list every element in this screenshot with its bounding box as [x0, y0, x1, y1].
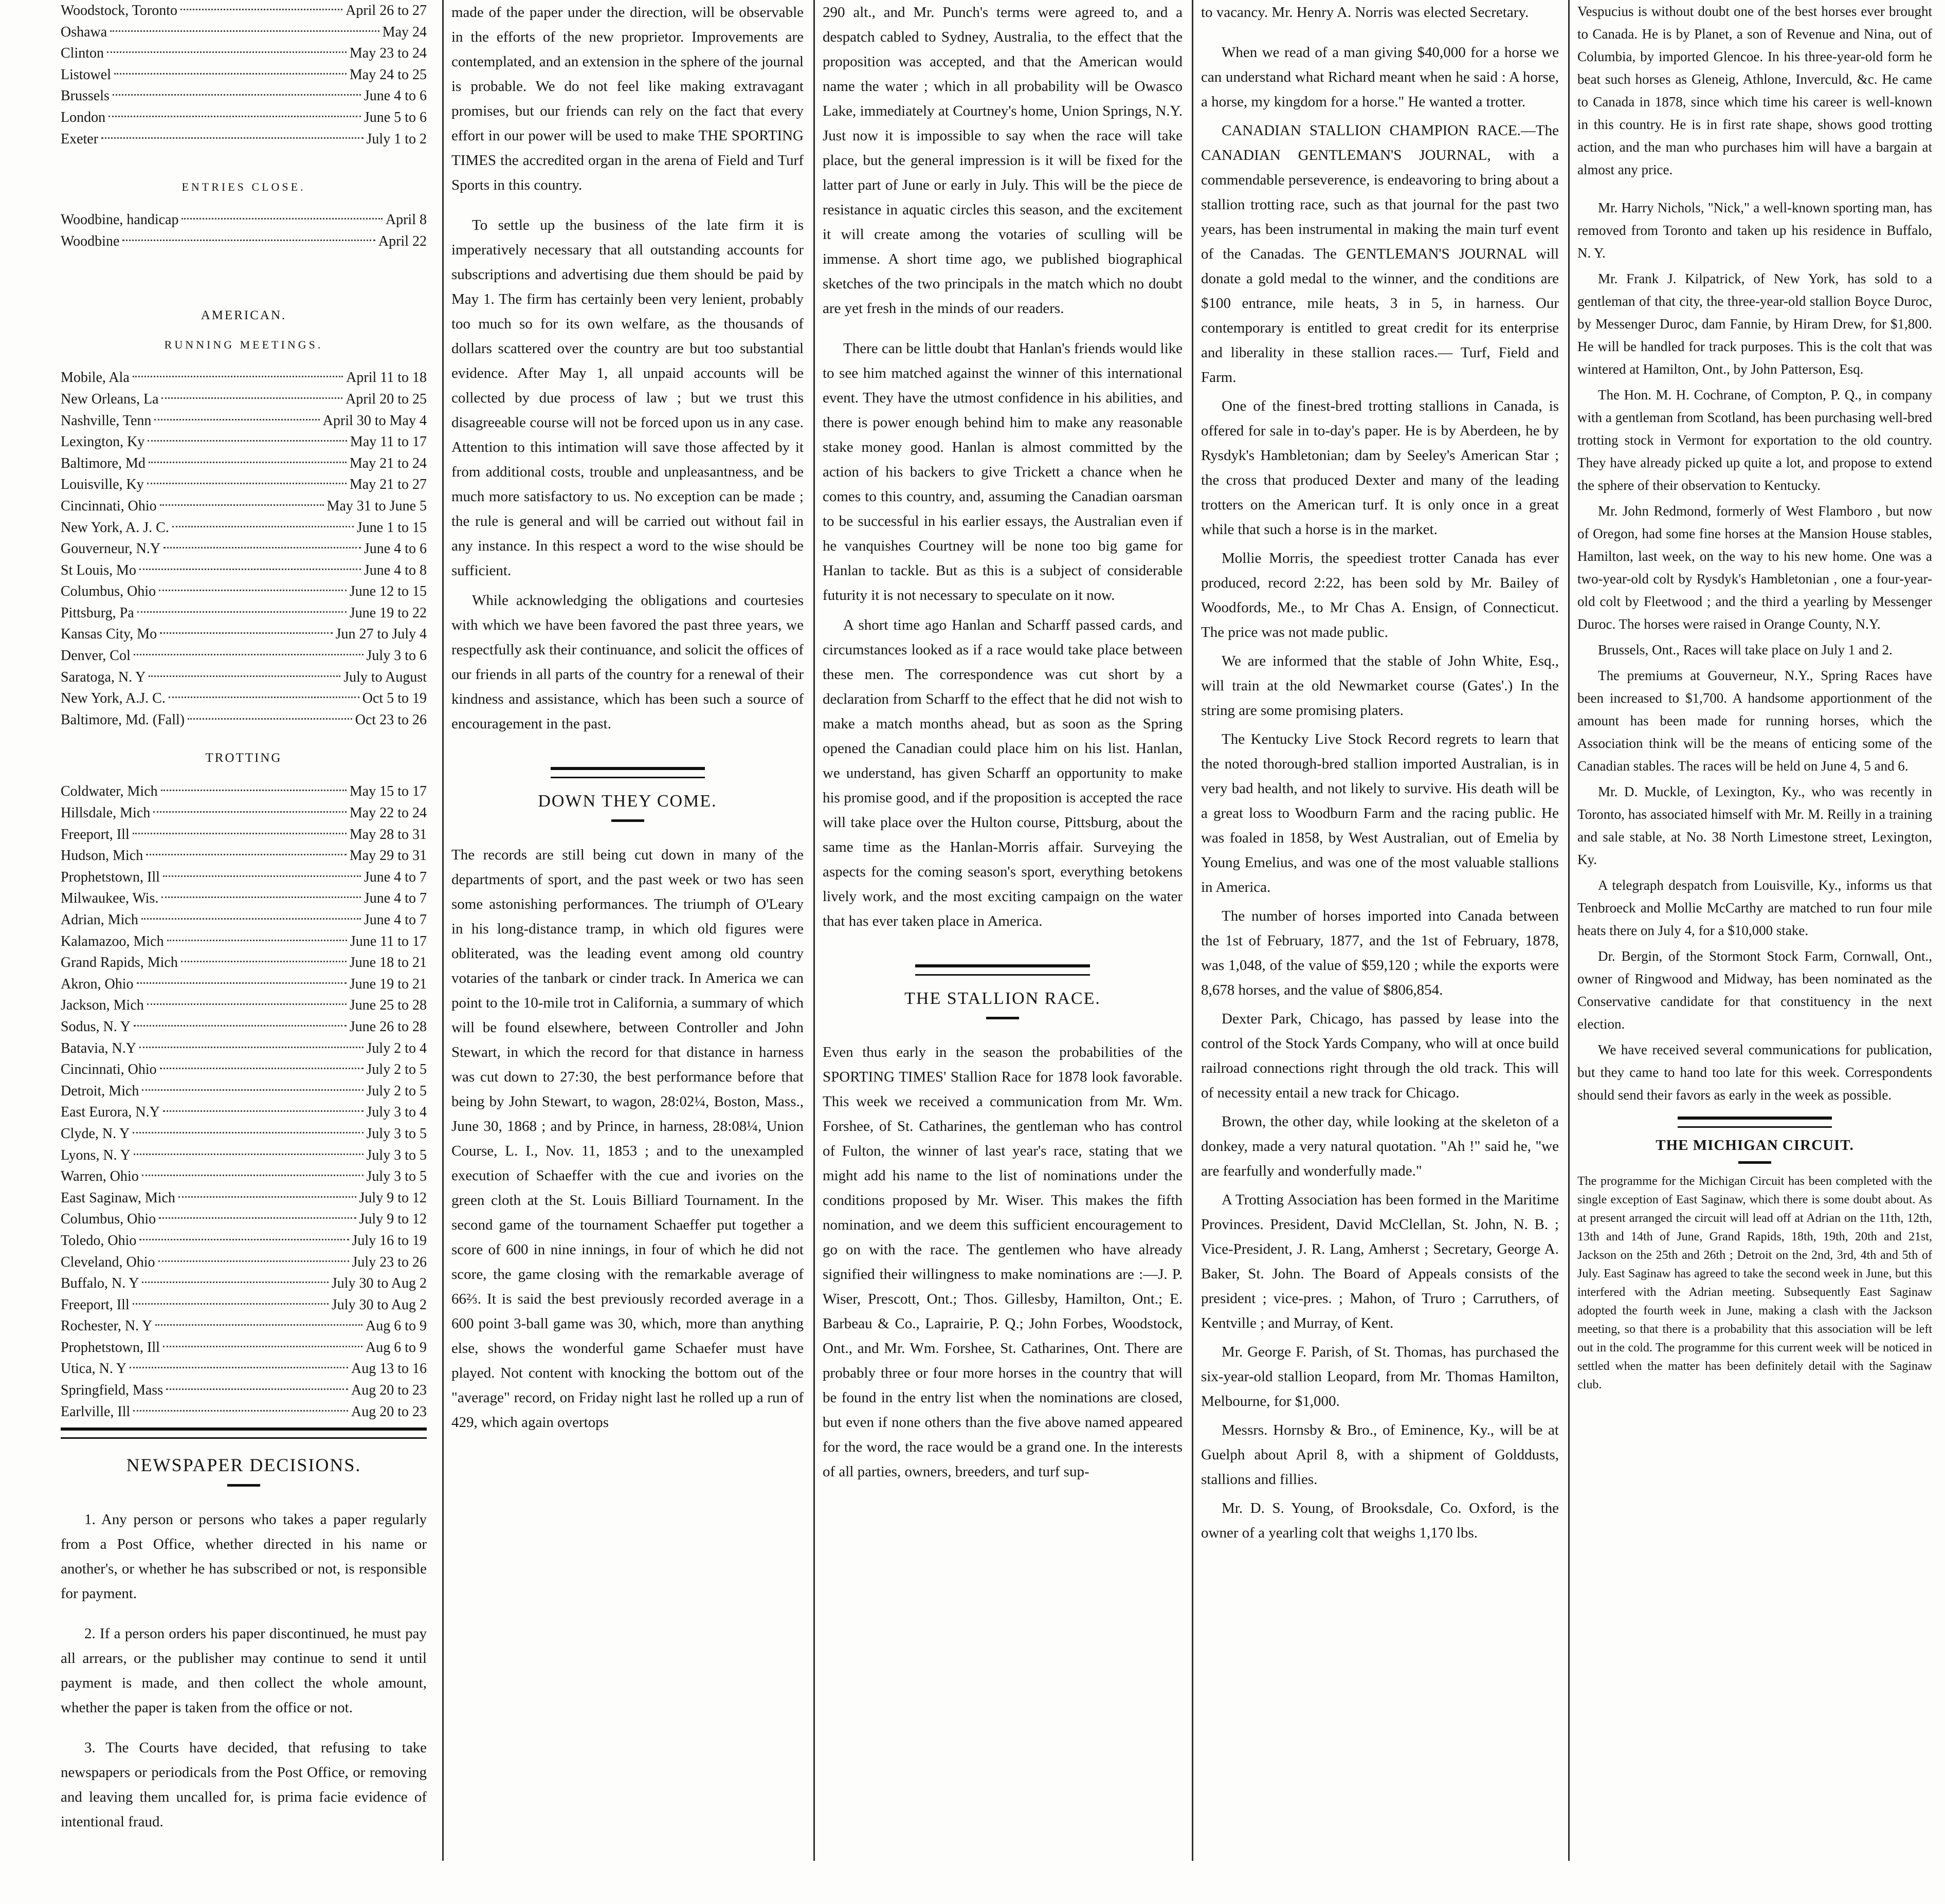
meeting-dates: Jun 27 to July 4	[335, 626, 427, 643]
news-item: Dr. Bergin, of the Stormont Stock Farm, Cornwall, Ont., owner of Ringwood and Midway, has been nominated as the Conservative candidate for that constituency in the next election.	[1577, 948, 1932, 1032]
american-heading: AMERICAN.	[201, 308, 287, 323]
meeting-name: New York, A.J. C.	[61, 690, 166, 707]
meeting-name: Saratoga, N. Y	[61, 669, 146, 685]
meeting-name: Listowel	[61, 66, 111, 83]
dot-leader	[181, 961, 347, 962]
meeting-dates: July 3 to 6	[366, 648, 427, 664]
schedule-row	[61, 867, 427, 888]
meeting-name: East Saginaw, Mich	[61, 1189, 175, 1206]
meeting-name: Coldwater, Mich	[61, 783, 158, 800]
meeting-dates: July 1 to 2	[366, 131, 427, 147]
paragraph: A short time ago Hanlan and Scharff passed cards, and circumstances looked as if a race would take place between these men. The correspondence was cut short by a declaration from Scharff to the effect that he did not wish to make a match months ahead, but as soon as the Spring opened the Canadian could place him on his list. Hanlan, we understand, has given Scharff an opportunity to make his promise good, and if the proposition is accepted the race will take place over the Hulton course, Pittsburg, about the same time as the Hanlan-Morris affair. Surveying the aspects for the coming season's sport, everything betokens lively work, and the most exciting campaign on the water that has ever taken place in America.	[823, 617, 1183, 929]
dot-leader	[139, 1047, 363, 1048]
meeting-name: Kansas City, Mo	[61, 626, 157, 643]
meeting-name: Prophetstown, Ill	[61, 869, 160, 885]
schedule-row	[61, 1273, 427, 1294]
news-item: Mr. John Redmond, formerly of West Flamboro , but now of Oregon, had some fine horses at the Mansion House stables, Hamilton, last week, on the way to his new home. One was a two-year-old colt by Rysdyk's Hambletonian , one a four-year-old colt by Fleetwood ; and the third a yearling by Messenger Duroc. The horses were raised in Orange County, N.Y.	[1577, 503, 1932, 632]
news-item: Dexter Park, Chicago, has passed by lease into the control of the Stock Yards Company, who will at once build railroad connections right through the old track. This will of necessity entail a new track for Chicago.	[1201, 1011, 1559, 1101]
meeting-name: Baltimore, Md	[61, 455, 146, 471]
dot-leader	[172, 526, 354, 527]
meeting-dates: April 20 to 25	[346, 391, 427, 407]
news-item: Mr. George F. Parish, of St. Thomas, has purchased the six-year-old stallion Leopard, from Mr. Thomas Hamilton, Melbourne, for $1,000.	[1201, 1344, 1559, 1409]
meeting-dates: July 2 to 5	[366, 1083, 427, 1099]
meeting-dates: June 1 to 15	[356, 519, 427, 536]
schedule-row	[61, 1401, 427, 1423]
meeting-dates: April 26 to 27	[346, 3, 427, 19]
dot-leader	[101, 137, 363, 139]
section-rule	[61, 1427, 427, 1439]
schedule-row	[61, 931, 427, 953]
news-item: Mr. Frank J. Kilpatrick, of New York, has sold to a gentleman of that city, the three-year-old stallion Boyce Duroc, by Messenger Duroc, dam Fannie, by Hiram Drew, for $1,800. He will be handled for track purposes. This is the colt that was wintered at Hamilton, Ont., by John Patterson, Esq.	[1577, 271, 1932, 377]
article-continuation: Vespucius is without doubt one of the best horses ever brought to Canada. He is by Planet, a son of Revenue and Nina, out of Columbia, by imported Glencoe. In his three-year-old form he beat such horses as Gleneig, Athlone, Inverculd, &c. He came to Canada in 1878, since which time his career is well-known in this country. He is in first rate shape, shows good trotting action, and the man who purchases him will have a bargain at almost any price.	[1577, 4, 1932, 177]
decision-paragraph: 1. Any person or persons who takes a paper regularly from a Post Office, whether directed in his name or another's, or whether he has subscribed or not, is responsible for payment.	[61, 1511, 427, 1602]
meeting-dates: May 28 to 31	[349, 826, 427, 843]
meeting-dates: July 3 to 5	[366, 1125, 427, 1142]
news-item: The number of horses imported into Canada between the 1st of February, 1877, and the 1st of February, 1878, was 1,048, of the value of $59,120 ; while the exports were 8,678 horses, and the value of $806,854.	[1201, 908, 1559, 998]
meeting-dates: May 21 to 24	[349, 455, 427, 471]
news-item: A telegraph despatch from Louisville, Ky., informs us that Tenbroeck and Mollie McCarthy are matched to run four mile heats there on July 4, for a $10,000 stake.	[1577, 877, 1932, 938]
schedule-row	[61, 1059, 427, 1081]
schedule-row	[61, 1102, 427, 1123]
meeting-dates: Oct 23 to 26	[355, 711, 427, 728]
schedule-row	[61, 517, 427, 539]
dot-leader	[163, 1346, 362, 1347]
schedule-row	[61, 888, 427, 909]
news-items	[1201, 40, 1559, 1545]
meeting-name: Toledo, Ohio	[61, 1232, 137, 1249]
newspaper-decisions-title: NEWSPAPER DECISIONS.	[126, 1455, 361, 1476]
schedule-row	[61, 845, 427, 867]
dot-leader	[114, 73, 347, 75]
meeting-name: Denver, Col	[61, 648, 131, 664]
section-rule	[1678, 1116, 1832, 1128]
column-rule	[1568, 0, 1570, 1861]
schedule-row	[61, 431, 427, 453]
dot-leader	[160, 1068, 363, 1069]
schedule-row	[61, 129, 427, 150]
news-item: Messrs. Hornsby & Bro., of Eminence, Ky., will be at Guelph about April 8, with a shipment of Golddusts, stallions and fillies.	[1201, 1422, 1559, 1488]
meeting-name: Detroit, Mich	[61, 1083, 139, 1099]
schedule-row	[61, 1358, 427, 1380]
schedule-row	[61, 1187, 427, 1209]
schedule-row	[61, 952, 427, 974]
meeting-dates: June 5 to 6	[363, 109, 427, 125]
schedule-row	[61, 1252, 427, 1273]
meeting-name: Louisville, Ky	[61, 477, 144, 493]
schedule-row	[61, 709, 427, 731]
dot-leader	[133, 1132, 363, 1133]
meeting-name: Prophetstown, Ill	[61, 1339, 160, 1356]
trotting-heading: TROTTING	[205, 751, 282, 765]
schedule-row	[61, 995, 427, 1016]
meeting-dates: Aug 13 to 16	[351, 1361, 427, 1377]
article-continuation: to vacancy. Mr. Henry A. Norris was elected Secretary.	[1201, 4, 1529, 21]
meeting-name: Warren, Ohio	[61, 1168, 139, 1185]
meeting-dates: July 3 to 5	[366, 1147, 427, 1163]
meeting-dates: July 30 to Aug 2	[331, 1275, 427, 1292]
dot-leader	[154, 419, 319, 420]
meeting-name: St Louis, Mo	[61, 562, 137, 578]
news-item: One of the finest-bred trotting stallions in Canada, is offered for sale in to-day's paper. He is by Aberdeen, he by Rysdyk's Hambletonian; dam by Seeley's American Star ; the cross that produced Dexter and many of the leading trotters on the American turf. It is only once in a great while that such a horse is in the market.	[1201, 398, 1559, 538]
meeting-name: Woodbine, handicap	[61, 212, 179, 228]
entries-list	[61, 209, 427, 252]
meeting-dates: May 31 to June 5	[326, 498, 427, 514]
meeting-dates: July 9 to 12	[359, 1211, 427, 1228]
stallion-race-text: Even thus early in the season the probabilities of the SPORTING TIMES' Stallion Race for 1878 look favorable. This week we received a communication from Mr. Wm. Forshee, of St. Catharines, the gentleman who has control of Fulton, the winner of last year's race, stating that we might add his name to the list of nominations under the conditions proposed by Mr. Wiser. This makes the fifth nomination, and we deem this sufficient encouragement to go on with the race. The gentlemen who have already signified their willingness to make nominations are :—J. P. Wiser, Prescott, Ont.; Thos. Gillesby, Hamilton, Ont.; E. Barbeau & Co., Laprairie, P. Q.; John Forbes, Woodstock, Ont., and Mr. Wm. Forshee, St. Catharines, Ont. There are probably three or four more horses in the country that will be found in the entry list when the nominations are closed, but even if none others than the five above named appeared for the word, the race would be a grand one. In the interests of all parties, owners, breeders, and turf sup-	[823, 1044, 1183, 1480]
dot-leader	[113, 94, 361, 96]
meeting-name: Cleveland, Ohio	[61, 1254, 155, 1270]
meeting-name: Columbus, Ohio	[61, 583, 156, 600]
meeting-name: Hudson, Mich	[61, 848, 143, 864]
running-meetings-list	[61, 367, 427, 730]
dot-leader	[149, 462, 347, 463]
dot-leader	[155, 1324, 362, 1326]
schedule-row	[61, 43, 427, 64]
dot-leader	[169, 697, 359, 698]
short-rule	[227, 1484, 260, 1487]
article-continuation: made of the paper under the direction, will be observable in the efforts of the new proprietor. Improvements are contemplated, and an extension in the sphere of the journal is probable. We do not feel like making extravagant promises, but our friends can rely on the fact that every effort in our power will be used to make THE SPORTING TIMES the accredited organ in the arena of Field and Turf Sports in this country.	[451, 4, 804, 193]
dot-leader	[153, 811, 347, 813]
down-they-come-title: DOWN THEY COME.	[538, 792, 717, 811]
column-rule	[442, 0, 444, 1861]
entries-heading: ENTRIES CLOSE.	[181, 180, 306, 194]
dot-leader	[142, 1089, 363, 1091]
decision-paragraph: 2. If a person orders his paper discontinued, he must pay all arrears, or the publisher may continue to send it until payment is made, and then collect the whole amount, whether the paper is taken from the office or not.	[61, 1625, 427, 1716]
meeting-dates: May 29 to 31	[349, 848, 427, 864]
column-1	[61, 0, 427, 1904]
schedule-row	[61, 1123, 427, 1145]
dot-leader	[133, 833, 347, 834]
meeting-dates: June 25 to 28	[349, 997, 427, 1014]
schedule-row	[61, 1380, 427, 1401]
dot-leader	[147, 1003, 347, 1005]
meeting-name: Freeport, Ill	[61, 826, 130, 843]
meeting-name: Oshawa	[61, 24, 107, 40]
meeting-dates: June 4 to 6	[363, 88, 427, 104]
meeting-dates: June 4 to 6	[363, 541, 427, 557]
sculling-article	[823, 336, 1183, 933]
news-item: The Kentucky Live Stock Record regrets to learn that the noted thorough-bred stallion imported Australian, is in very bad health, and not likely to survive. His death will be a great loss to Woodburn Farm and the racing public. He was foaled in 1858, by West Australian, out of Emelia by Young Emelius, and was one of the most valuable stallions in America.	[1201, 731, 1559, 895]
meeting-dates: April 8	[385, 212, 427, 228]
dot-leader	[122, 240, 375, 241]
meeting-dates: Aug 20 to 23	[351, 1403, 427, 1420]
meeting-name: Kalamazoo, Mich	[61, 933, 164, 949]
column-rule	[1192, 0, 1193, 1861]
meeting-dates: July 23 to 26	[352, 1254, 427, 1270]
meeting-dates: May 22 to 24	[349, 805, 427, 821]
meeting-dates: July 3 to 4	[366, 1104, 427, 1121]
meeting-dates: July 3 to 5	[366, 1168, 427, 1185]
dot-leader	[133, 1410, 348, 1412]
meeting-name: Columbus, Ohio	[61, 1211, 156, 1228]
news-item: Mr. Harry Nichols, "Nick," a well-known sporting man, has removed from Toronto and taken up his residence in Buffalo, N. Y.	[1577, 200, 1932, 261]
column-3	[823, 0, 1183, 1904]
meeting-name: New Orleans, La	[61, 391, 159, 407]
meeting-name: Cincinnati, Ohio	[61, 1061, 157, 1078]
dot-leader	[159, 590, 347, 591]
dot-leader	[134, 1025, 347, 1027]
meeting-name: Nashville, Tenn	[61, 412, 152, 429]
business-notice	[451, 213, 804, 736]
meeting-dates: Aug 6 to 9	[366, 1339, 427, 1356]
schedule-row	[61, 581, 427, 602]
meeting-dates: Aug 20 to 23	[351, 1382, 427, 1399]
schedule-row	[61, 410, 427, 432]
dot-leader	[107, 51, 347, 53]
meeting-dates: July 30 to Aug 2	[331, 1296, 427, 1313]
meeting-name: London	[61, 109, 106, 125]
decision-paragraph: 3. The Courts have decided, that refusing to take newspapers or periodicals from the Post Office, or removing and leaving them uncalled for, is prima facie evidence of intentional fraud.	[61, 1740, 427, 1830]
meeting-name: Woodstock, Toronto	[61, 3, 178, 19]
paragraph: To settle up the business of the late firm it is imperatively necessary that all outstanding accounts for subscriptions and advertising due them should be paid by May 1. The firm has certainly been very lenient, probably too much so for its own welfare, as the thousands of dollars scattered over the country are but too substantial evidence. After May 1, all unpaid accounts will be collected by due process of law ; but we trust this disagreeable course will not be forced upon us in any case. Attention to this intimation will save those affected by it from additional costs, trouble and unpleasantness, and be much more satisfactory to us. No exception can be made ; the rule is general and will be carried out without fail in any instance. In this respect a word to the wise should be sufficient.	[451, 217, 804, 579]
meeting-dates: June 26 to 28	[349, 1018, 427, 1035]
schedule-row	[61, 974, 427, 995]
dot-leader	[139, 569, 361, 570]
short-rule	[986, 1017, 1019, 1019]
meeting-dates: July 2 to 5	[366, 1061, 427, 1078]
meeting-dates: May 23 to 24	[349, 45, 427, 62]
dot-leader	[163, 547, 361, 548]
meeting-name: Woodbine	[61, 233, 120, 249]
stallion-race-title: THE STALLION RACE.	[904, 989, 1101, 1008]
schedule-row	[61, 909, 427, 931]
meeting-dates: May 11 to 17	[350, 434, 427, 450]
column-5	[1577, 0, 1932, 1904]
dot-leader	[139, 1239, 349, 1240]
dot-leader	[134, 654, 363, 655]
dot-leader	[178, 1196, 356, 1198]
short-rule	[1738, 1161, 1771, 1164]
meeting-name: New York, A. J. C.	[61, 519, 169, 536]
meeting-dates: May 21 to 27	[349, 477, 427, 493]
schedule-row	[61, 22, 427, 43]
meeting-dates: July 2 to 4	[366, 1040, 427, 1056]
schedule-row	[61, 688, 427, 709]
news-item: Mr. D. S. Young, of Brooksdale, Co. Oxford, is the owner of a yearling colt that weighs 1,170 lbs.	[1201, 1500, 1559, 1541]
news-item: CANADIAN STALLION CHAMPION RACE.—The CANADIAN GENTLEMAN'S JOURNAL, with a commendable perseverence, is endeavoring to bring about a stallion trotting race, such as that journal for the past two years, has been instrumental in making the main turf event of the Canadas. The GENTLEMAN'S JOURNAL will donate a gold medal to the winner, and the conditions are $100 entrance, mile heats, 3 in 5, in harness. Our contemporary is entitled to great credit for its enterprise and liberality in these stallion races.— Turf, Field and Farm.	[1201, 122, 1559, 386]
dot-leader	[130, 1367, 348, 1368]
newspaper-decisions	[61, 1507, 427, 1834]
meeting-name: Cincinnati, Ohio	[61, 498, 157, 514]
meeting-name: Utica, N. Y	[61, 1361, 127, 1377]
meeting-name: Hillsdale, Mich	[61, 805, 151, 821]
meeting-name: Adrian, Mich	[61, 912, 138, 928]
dot-leader	[137, 982, 347, 984]
schedule-row	[61, 231, 427, 252]
meeting-dates: April 22	[378, 233, 427, 249]
meeting-name: Lyons, N. Y	[61, 1147, 131, 1163]
dot-leader	[148, 440, 347, 442]
news-item: Brown, the other day, while looking at the skeleton of a donkey, made a very natural quotation. "Ah !" said he, "we are fearfully and wonderfully made."	[1201, 1113, 1559, 1179]
dot-leader	[133, 376, 343, 377]
meeting-name: Pittsburg, Pa	[61, 605, 134, 621]
schedule-row	[61, 0, 427, 22]
meeting-dates: April 30 to May 4	[322, 412, 427, 429]
dot-leader	[147, 483, 347, 484]
dot-leader	[161, 397, 342, 399]
schedule-row	[61, 1016, 427, 1038]
news-item: The premiums at Gouverneur, N.Y., Spring Races have been increased to $1,700. A handsome apportionment of the amount has been made for running horses, which the Association think will be the means of enticing some of the Canadian stables. The races will be held on June 4, 5 and 6.	[1577, 668, 1932, 774]
schedule-row	[61, 560, 427, 581]
paragraph: While acknowledging the obligations and courtesies with which we have been favored the past three years, we respectfully ask their continuance, and solicit the offices of our friends in all parts of the country for a renewal of their kindness and assistance, which has been such a source of encouragement in the past.	[451, 592, 804, 732]
meeting-name: Sodus, N. Y	[61, 1018, 131, 1035]
running-heading: RUNNING MEETINGS.	[164, 338, 323, 352]
meeting-dates: June 4 to 8	[363, 562, 427, 578]
news-item: The Hon. M. H. Cochrane, of Compton, P. Q., in company with a gentleman from Scotland, has been purchasing well-bred trotting stock in Vermont for exportation to the old country. They have already picked up quite a lot, and propose to extend the sphere of their observation to Kentucky.	[1577, 387, 1932, 493]
news-item: Mr. D. Muckle, of Lexington, Ky., who was recently in Toronto, has associated himself with Mr. M. Reilly in a training and sale stable, at No. 38 North Limestone street, Lexington, Ky.	[1577, 784, 1932, 867]
dot-leader	[149, 675, 340, 677]
meeting-name: Buffalo, N. Y	[61, 1275, 139, 1292]
meeting-dates: June 4 to 7	[363, 890, 427, 907]
schedule-row	[61, 1315, 427, 1337]
dot-leader	[160, 504, 324, 506]
schedule-row	[61, 538, 427, 560]
schedule-row	[61, 453, 427, 474]
schedule-row	[61, 107, 427, 129]
meeting-dates: July to August	[343, 669, 427, 685]
dot-leader	[167, 940, 347, 941]
article-continuation: 290 alt., and Mr. Punch's terms were agreed to, and a despatch cabled to Sydney, Australia, to the effect that the proposition was accepted, and that the American would name the water ; which in all probability will be Owasco Lake, immediately at Courtney's home, Union Springs, N.Y. Just now it is impossible to say when the race will take place, but the general impression is it will be fixed for the latter part of June or early in July. This will be the piece de resistance in aquatic circles this season, and the excitement it will create among the votaries of sculling will be immense. A short time ago, we published biographical sketches of the two principals in the match which no doubt are yet fresh in the minds of our readers.	[823, 4, 1183, 317]
meeting-name: East Eurora, N.Y	[61, 1104, 160, 1121]
dot-leader	[161, 896, 360, 898]
dot-leader	[142, 1175, 363, 1176]
meeting-name: Akron, Ohio	[61, 976, 134, 992]
meeting-name: Clinton	[61, 45, 104, 62]
dot-leader	[137, 611, 347, 613]
column-2	[451, 0, 804, 1904]
dot-leader	[142, 1281, 328, 1283]
meeting-name: Milwaukee, Wis.	[61, 890, 159, 907]
schedule-row	[61, 667, 427, 688]
column-rule	[813, 0, 815, 1861]
news-item: We have received several communications for publication, but they came to hand too late for this week. Correspondents should send their favors as early in the week as possible.	[1577, 1042, 1932, 1103]
meeting-name: Baltimore, Md. (Fall)	[61, 711, 185, 728]
schedule-row	[61, 781, 427, 802]
meeting-name: Freeport, Ill	[61, 1296, 130, 1313]
dot-leader	[160, 632, 332, 634]
meeting-dates: June 4 to 7	[363, 869, 427, 885]
meeting-dates: May 15 to 17	[349, 783, 427, 800]
meeting-dates: July 16 to 19	[352, 1232, 427, 1249]
meeting-name: Brussels	[61, 88, 110, 104]
schedule-row	[61, 602, 427, 624]
meeting-dates: Oct 5 to 19	[362, 690, 427, 707]
michigan-circuit-text: The programme for the Michigan Circuit has been completed with the single exception of East Saginaw, which there is some doubt about. As at present arranged the circuit will lead off at Adrian on the 11th, 12th, 13th and 14th of June, Grand Rapids, 18th, 19th, 20th and 21st, Jackson on the 25th and 26th ; Detroit on the 2nd, 3rd, 4th and 5th of July. East Saginaw has agreed to take the second week in June, but this interfered with the Adrian meeting. Subsequently East Saginaw adopted the fourth week in June, making a clash with the Jackson meeting, so that there is a probability that this association will be left out in the cold. The programme for this current week will be noticed in settled when the matter has been definitely detail with the Saginaw club.	[1577, 1175, 1932, 1392]
schedule-row	[61, 1145, 427, 1166]
meeting-name: Grand Rapids, Mich	[61, 955, 178, 971]
schedule-row	[61, 645, 427, 667]
schedule-row	[61, 824, 427, 846]
paragraph: There can be little doubt that Hanlan's friends would like to see him matched against the winner of this international event. They have the utmost confidence in his abilities, and there is power enough behind him to make any reasonable stake money good. Hanlan is almost committed by the action of his backers to give Trickett a chance when he comes to this country, and, assuming the Canadian oarsman to be successful in his earlier essays, the Australian even if he vanquishes Courtney will be none too big game for Hanlan to tackle. But as this is a subject of considerable futurity it is not necessary to speculate on it now.	[823, 340, 1183, 603]
meeting-name: Exeter	[61, 131, 99, 147]
dot-leader	[180, 9, 342, 10]
dot-leader	[166, 1388, 348, 1390]
meeting-name: Springfield, Mass	[61, 1382, 163, 1399]
meeting-name: Rochester, N. Y	[61, 1318, 153, 1334]
news-item: We are informed that the stable of John White, Esq., will train at the old Newmarket course (Gates'.) In the string are some promising platers.	[1201, 653, 1559, 719]
news-item: Brussels, Ont., Races will take place on July 1 and 2.	[1598, 642, 1893, 657]
meeting-name: Jackson, Mich	[61, 997, 144, 1014]
schedule-row	[61, 209, 427, 231]
schedule-row	[61, 367, 427, 389]
meeting-dates: June 4 to 7	[363, 912, 427, 928]
dot-leader	[163, 1110, 363, 1112]
dot-leader	[134, 1154, 363, 1155]
dot-leader	[108, 116, 361, 117]
column-4	[1201, 0, 1559, 1904]
news-item: A Trotting Association has been formed in the Maritime Provinces. President, David McClellan, St. John, N. B. ; Vice-President, J. R. Lang, Amherst ; Secretary, George A. Baker, St. John. The Board of Appeals consists of the president ; vice-pres. ; Mahon, of Truro ; Carruthers, of Kentville ; and Murray, of Kent.	[1201, 1192, 1559, 1331]
down-they-come-text: The records are still being cut down in many of the departments of sport, and the past week or two has seen some astonishing performances. The triumph of O'Leary in his long-distance tramp, in which old figures were obliterated, was the leading event among old country votaries of the tanbark or cinder track. In America we can point to the 10-mile trot in California, a summary of which will be found elsewhere, between Controller and John Stewart, in which the record for that distance in harness was cut down to 27:30, the best performance before that being by John Stewart, to wagon, 28:02¼, Boston, Mass., June 30, 1868 ; and by Prince, in harness, 28:08¼, Union Course, L. I., Nov. 11, 1853 ; and to the unexampled execution of Schaeffer with the cue and ivories on the green cloth at the St. Louis Billiard Tournament. In the second game of the tournament Schaeffer put together a score of 600 in nine innings, in four of which he did not score, the game closing with the remarkable average of 66⅔. It is said the best previously recorded average in a 600 point 3-ball game was 30, which, more than anything else, shows the wonderful game Schaefer must have played. Not content with knocking the bottom out of the "average" record, on Friday night last he rolled up a run of 429, which again overtops	[451, 847, 804, 1431]
meeting-dates: July 9 to 12	[359, 1189, 427, 1206]
schedule-row	[61, 1230, 427, 1252]
meeting-name: Clyde, N. Y	[61, 1125, 130, 1142]
schedule-row	[61, 802, 427, 824]
schedule-row	[61, 64, 427, 86]
schedule-row	[61, 389, 427, 410]
section-rule	[915, 964, 1090, 976]
dot-leader	[181, 218, 382, 219]
meeting-dates: June 11 to 17	[350, 933, 427, 949]
schedule-row	[61, 1038, 427, 1059]
schedule-row	[61, 1209, 427, 1230]
meeting-dates: June 19 to 21	[349, 976, 427, 992]
news-items	[1577, 196, 1932, 1106]
schedule-row	[61, 624, 427, 645]
early-meetings-list	[61, 0, 427, 150]
dot-leader	[158, 1260, 349, 1262]
dot-leader	[141, 918, 361, 920]
dot-leader	[163, 875, 361, 877]
schedule-row	[61, 85, 427, 107]
news-item: Mollie Morris, the speediest trotter Canada has ever produced, record 2:22, has been sold by Mr. Bailey of Woodfords, Me., to Mr Chas A. Ensign, of Connecticut. The price was not made public.	[1201, 550, 1559, 640]
michigan-circuit-title: THE MICHIGAN CIRCUIT.	[1656, 1137, 1854, 1154]
trotting-meetings-list	[61, 781, 427, 1422]
meeting-dates: June 19 to 22	[349, 605, 427, 621]
dot-leader	[159, 1217, 356, 1219]
meeting-name: Batavia, N.Y	[61, 1040, 136, 1056]
dot-leader	[161, 790, 347, 791]
meeting-dates: May 24 to 25	[349, 66, 427, 83]
meeting-name: Mobile, Ala	[61, 370, 130, 386]
schedule-row	[61, 474, 427, 496]
schedule-row	[61, 1081, 427, 1102]
news-item: When we read of a man giving $40,000 for a horse we can understand what Richard meant when he said : A horse, a horse, my kingdom for a horse." He wanted a trotter.	[1201, 44, 1559, 110]
short-rule	[611, 819, 644, 822]
meeting-dates: June 18 to 21	[349, 955, 427, 971]
meeting-dates: April 11 to 18	[346, 370, 427, 386]
schedule-row	[61, 496, 427, 517]
meeting-name: Earlville, Ill	[61, 1403, 131, 1420]
schedule-row	[61, 1166, 427, 1187]
meeting-dates: May 24	[382, 24, 427, 40]
dot-leader	[188, 718, 352, 720]
meeting-name: Lexington, Ky	[61, 434, 145, 450]
dot-leader	[110, 30, 379, 32]
meeting-dates: June 12 to 15	[349, 583, 427, 600]
dot-leader	[133, 1303, 329, 1305]
dot-leader	[146, 854, 347, 855]
meeting-dates: Aug 6 to 9	[366, 1318, 427, 1334]
schedule-row	[61, 1294, 427, 1316]
meeting-name: Gouverneur, N.Y	[61, 541, 161, 557]
schedule-row	[61, 1337, 427, 1359]
section-rule	[551, 767, 705, 778]
